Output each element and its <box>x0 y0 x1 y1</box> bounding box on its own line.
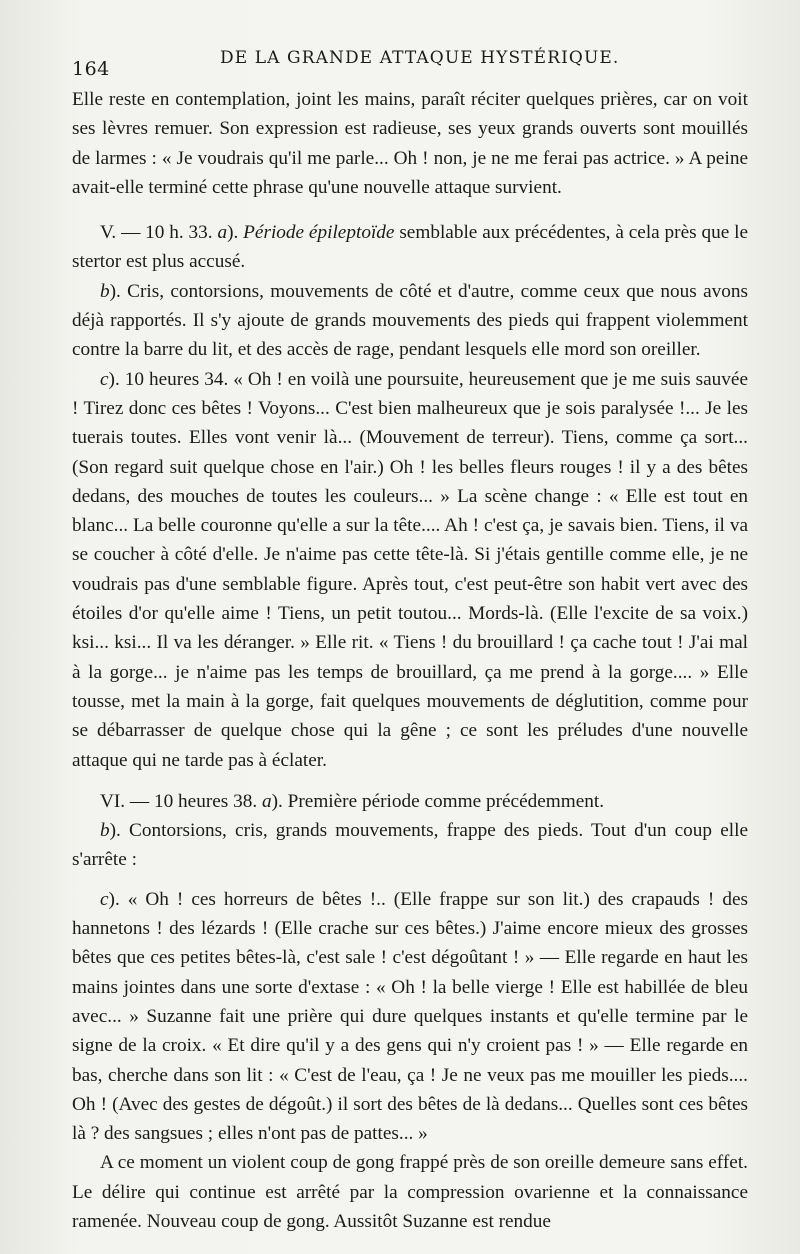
page-header <box>72 46 748 82</box>
text-run: ). « Oh ! ces horreurs de bêtes !.. (Elle frappe sur son lit.) des crapauds ! des hannetons ! des lézards ! (Elle crache sur ces bêtes.) J'aime encore mieux des grosses bêtes que ces petites bêtes-là, c'est sale ! c'est dégoûtant ! » — Elle regarde en haut les mains jointes dans une sorte d'extase : « Oh ! la belle vierge ! Elle est habillée de bleu avec... » Suzanne fait une prière qui dure quelques instants et qu'elle termine par le signe de la croix. « Et dire qu'il y a des gens qui n'y croient pas ! » — Elle regarde en bas, cherche dans son lit : « C'est de l'eau, ça ! Je ne veux pas me mouiller les pieds.... Oh ! (Avec des gestes de dégoût.) il sort des bêtes de là dedans... Quelles sont ces bêtes là ? des sangsues ; elles n'ont pas de pattes... » <box>72 888 748 1145</box>
text-run: ). 10 heures 34. « Oh ! en voilà une poursuite, heureusement que je me suis sauvée ! Tirez donc ces bêtes ! Voyons... C'est bien malheureux que je sois paralysée !... Je les tuerais toutes. Elles vont venir là... (Mouvement de terreur). Tiens, comme ça sort... (Son regard suit quelque chose en l'air.) Oh ! les belles fleurs rouges ! il y a des bêtes dedans, des mouches de toutes les couleurs... » La scène change : « Elle est tout en blanc... La belle couronne qu'elle a sur la tête.... Ah ! c'est ça, je savais bien. Tiens, il va se coucher à côté d'elle. Je n'aime pas cette tête-là. Si j'étais gentille comme elle, je ne voudrais pas d'une semblable figure. Après tout, c'est peut-être son habit vert avec des étoiles d'or qu'elle aime ! Tiens, un petit toutou... Mords-là. (Elle l'excite de sa voix.) ksi... ksi... Il va les déranger. » Elle rit. « Tiens ! du brouillard ! ça cache tout ! J'ai mal à la gorge... je n'aime pas les temps de brouillard, ça me prend à la gorge.... » Elle tousse, met la main à la gorge, fait quelques mouvements de déglutition, comme pour se débarrasser de quelque chose qui la gêne ; ce sont les préludes d'une nouvelle attaque qui ne tarde pas à éclater. <box>72 368 748 771</box>
paragraph <box>72 218 748 277</box>
text-run: VI. — 10 heures 38. <box>100 790 262 812</box>
paragraph <box>72 277 748 365</box>
text-run: semblable aux précédentes, à cela près que le stertor est plus accusé. <box>72 222 748 273</box>
page-number: 164 <box>72 58 110 80</box>
paragraph <box>72 85 748 202</box>
text-run: ). Contorsions, cris, grands mouvements, frappe des pieds. Tout d'un coup elle s'arrête : <box>72 820 748 871</box>
italic-text: c <box>100 888 109 910</box>
italic-text: a <box>262 790 272 812</box>
paragraph <box>72 816 748 875</box>
paragraph <box>72 885 748 1149</box>
italic-text: b <box>100 280 110 302</box>
text-run: ). Première période comme précédemment. <box>271 790 605 812</box>
paragraph <box>72 1148 748 1236</box>
italic-text: c <box>100 368 109 390</box>
text-run: Elle reste en contemplation, joint les mains, paraît réciter quelques prières, car on voit ses lèvres remuer. Son expression est radieuse, ses yeux grands ouverts sont mouillés de larmes : « Je voudrais qu'il me parle... Oh ! non, je ne me ferai pas actrice. » A peine avait-elle terminé cette phrase qu'une nouvelle attaque survient. <box>72 89 748 198</box>
text-run: ). <box>227 222 244 244</box>
italic-text: a <box>217 222 228 244</box>
text-run: A ce moment un violent coup de gong frappé près de son oreille demeure sans effet. Le délire qui continue est arrêté par la compression ovarienne et la connaissance ramenée. Nouveau coup de gong. Aussitôt Suzanne est rendue <box>72 1152 748 1232</box>
italic-text: Période épileptoïde <box>243 222 395 244</box>
text-run: V. — 10 h. 33. <box>100 222 218 244</box>
paragraph <box>72 787 748 816</box>
body-text <box>72 85 748 1236</box>
paragraph <box>72 365 748 775</box>
italic-text: b <box>100 820 110 842</box>
running-title: DE LA GRANDE ATTAQUE HYSTÉRIQUE. <box>220 48 620 68</box>
text-run: ). Cris, contorsions, mouvements de côté et d'autre, comme ceux que nous avons déjà rapportés. Il s'y ajoute de grands mouvements des pieds qui frappent violemment contre la barre du lit, et des accès de rage, pendant lesquels elle mord son oreiller. <box>72 280 748 361</box>
